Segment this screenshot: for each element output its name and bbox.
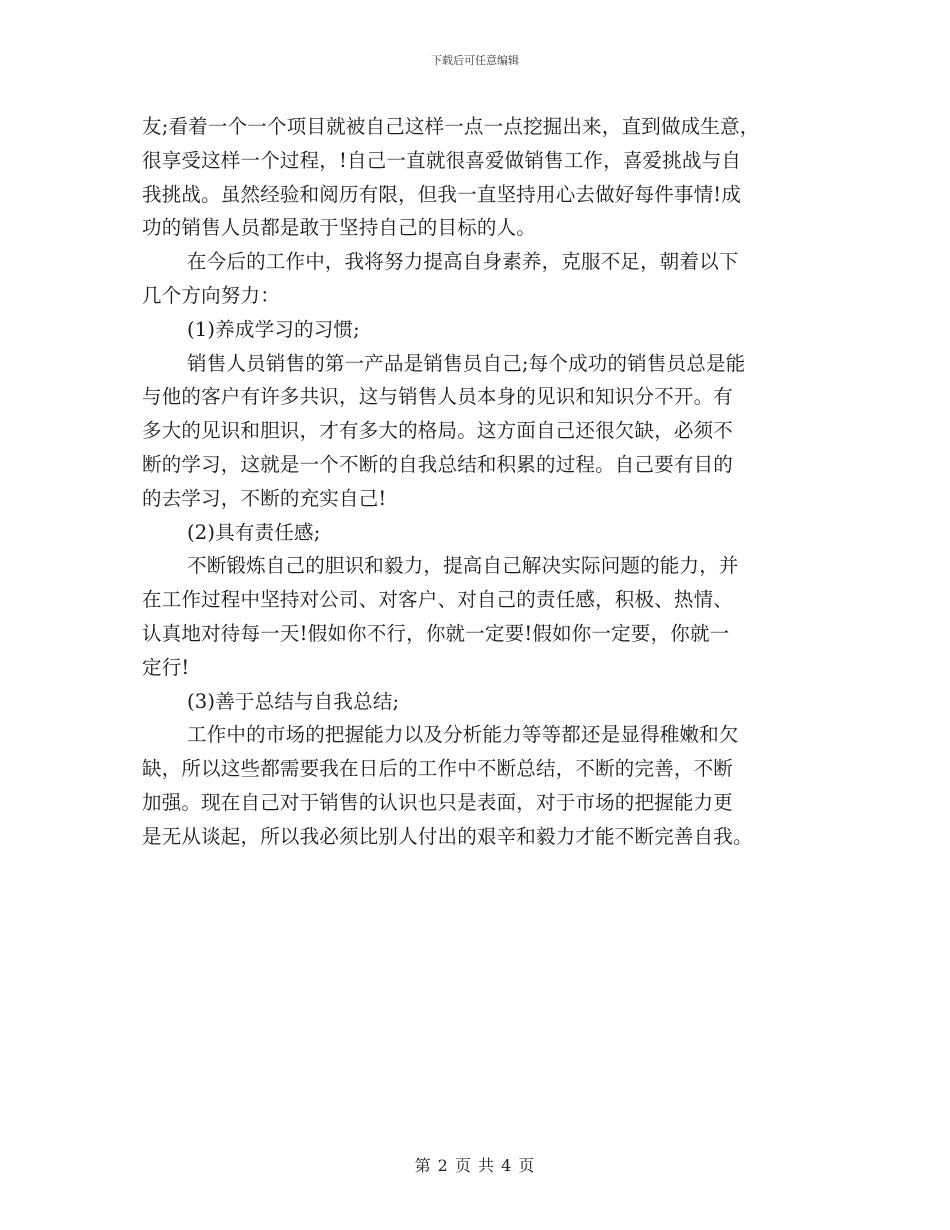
paragraph-line: 功的销售人员都是敢于坚持自己的目标的人。: [142, 216, 537, 240]
paragraph-line: 是无从谈起，所以我必须比别人付出的艰辛和毅力才能不断完善自我。: [142, 824, 753, 848]
page-number-footer: 第 2 页 共 4 页: [414, 1156, 536, 1175]
paragraph-line: 断的学习，这就是一个不断的自我总结和积累的过程。自己要有目的: [142, 452, 734, 476]
section-heading: (3)善于总结与自我总结;: [187, 689, 400, 713]
document-body: [142, 110, 814, 854]
paragraph-line: 销售人员销售的第一产品是销售员自己;每个成功的销售员总是能: [187, 351, 746, 375]
paragraph-line: 在工作过程中坚持对公司、对客户、对自己的责任感，积极、热情、: [142, 588, 734, 612]
paragraph-line: 友;看着一个一个项目就被自己这样一点一点挖掘出来，直到做成生意，: [142, 115, 760, 138]
paragraph-line: 不断锻炼自己的胆识和毅力，提高自己解决实际问题的能力，并: [187, 554, 739, 578]
paragraph-line: 在今后的工作中，我将努力提高自身素养，克服不足，朝着以下: [187, 250, 739, 274]
section-heading: (1)养成学习的习惯;: [187, 317, 360, 341]
section-heading: (2)具有责任感;: [187, 520, 321, 544]
paragraph-line: 与他的客户有许多共识，这与销售人员本身的见识和知识分不开。有: [142, 385, 734, 409]
paragraph-line: 加强。现在自己对于销售的认识也只是表面，对于市场的把握能力更: [142, 790, 734, 814]
paragraph-line: 定行!: [142, 655, 190, 679]
paragraph-line: 我挑战。虽然经验和阅历有限，但我一直坚持用心去做好每件事情!成: [142, 182, 742, 206]
page-header: 下载后可任意编辑: [431, 54, 519, 67]
paragraph-line: 很享受这样一个过程，!自己一直就很喜爱做销售工作，喜爱挑战与自: [142, 148, 742, 172]
paragraph-line: 多大的见识和胆识，才有多大的格局。这方面自己还很欠缺，必须不: [142, 419, 734, 443]
paragraph-line: 认真地对待每一天!假如你不行，你就一定要!假如你一定要，你就一: [142, 621, 730, 645]
paragraph-line: 工作中的市场的把握能力以及分析能力等等都还是显得稚嫩和欠: [187, 723, 739, 747]
paragraph-line: 的去学习，不断的充实自己!: [142, 486, 387, 510]
paragraph-line: 几个方向努力：: [142, 283, 280, 307]
paragraph-line: 缺，所以这些都需要我在日后的工作中不断总结，不断的完善，不断: [142, 757, 734, 781]
